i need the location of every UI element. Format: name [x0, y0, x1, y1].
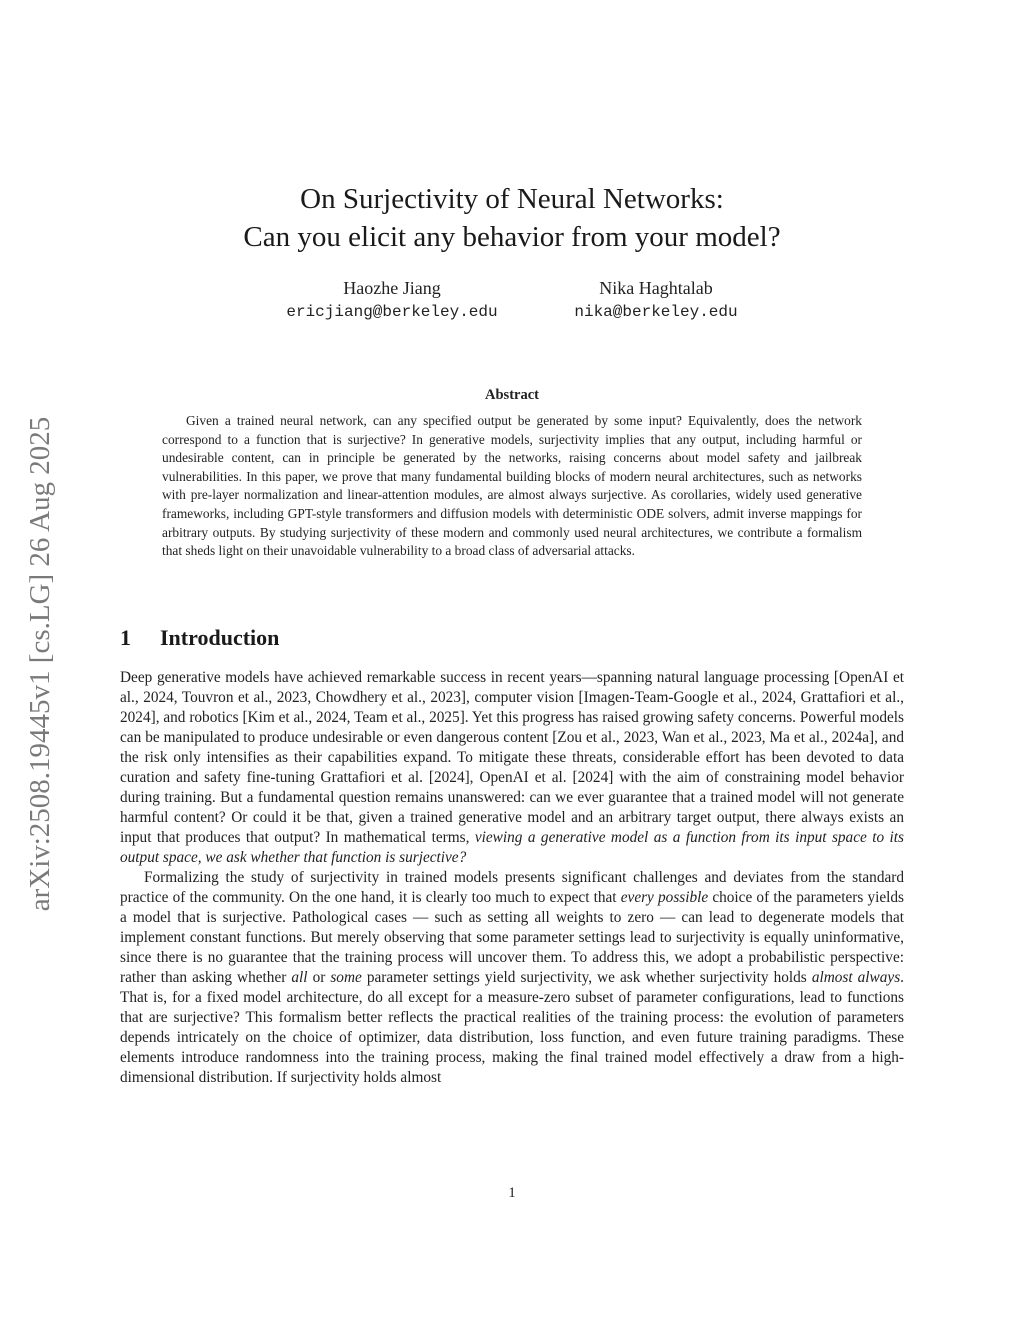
paper-title-line-2: Can you elicit any behavior from your model? — [243, 221, 781, 253]
paragraph-2-text: choice of the parameters yields a model that is surjective. Pathological cases — such as setting all weights to zero — can lead to degenerate models that implement constant functions. But merely observing that some parameter settings lead to surjectivity is equally uninformative, since there is no guarantee that the training process will uncover them. To address this, we adopt a probabilistic perspective: rather than asking whether — [120, 889, 905, 986]
arxiv-stamp-text: arXiv:2508.19445v1 [cs.LG] 26 Aug 2025 — [24, 416, 56, 912]
section-title-text: Introduction — [160, 625, 280, 650]
author-email: ericjiang@berkeley.edu — [286, 303, 498, 321]
emphasis-every-possible: every possible — [620, 889, 709, 906]
emphasis-all: all — [291, 969, 308, 986]
paper-title — [0, 180, 1024, 256]
paragraph-2-text: . That is, for a fixed model architecture, do all except for a measure-zero subset of parameter configurations, lead to functions that are surjective? This formalism better reflects the practical realities of the training process: the evolution of parameters depends intricately on the choice of optimizer, data distribution, loss function, and even future training paradigms. These elements introduce randomness into the training process, making the final trained model effectively a draw from a high-dimensional distribution. If surjectivity holds almost — [120, 969, 904, 1086]
paragraph-2-text: or — [307, 969, 331, 986]
paragraph-2-text: Formalizing the study of surjectivity in trained models presents significant challenges and deviates from the standard practice of the community. On the one hand, it is clearly too much to expect that — [120, 869, 904, 906]
introduction-body — [120, 668, 904, 1088]
author-email: nika@berkeley.edu — [574, 303, 738, 321]
page-number: 1 — [508, 1185, 516, 1201]
author-block-1 — [272, 276, 512, 324]
paragraph-1 — [120, 668, 904, 868]
emphasis-almost-always: almost always — [811, 969, 901, 986]
arxiv-stamp — [18, 368, 62, 960]
paragraph-1-emphasis: viewing a generative model as a function from its input space to its output space, we ask whether that function is surjective? — [120, 829, 904, 866]
author-name: Haozhe Jiang — [343, 278, 441, 298]
paragraph-2 — [120, 868, 904, 1088]
section-heading — [120, 624, 279, 652]
paragraph-2-text: parameter settings yield surjectivity, we ask whether surjectivity holds — [361, 969, 812, 986]
section-number: 1 — [120, 625, 131, 650]
abstract-heading: Abstract — [485, 387, 539, 403]
emphasis-some: some — [330, 969, 362, 986]
abstract-text: Given a trained neural network, can any specified output be generated by some input? Equivalently, does the network correspond to a function that is surjective? In generative models, surjectivity implies that any output, including harmful or undesirable content, can in principle be generated by the networks, raising concerns about model safety and jailbreak vulnerabilities. In this paper, we prove that many fundamental building blocks of modern neural architectures, such as networks with pre-layer normalization and linear-attention modules, are almost always surjective. As corollaries, widely used generative frameworks, including GPT-style transformers and diffusion models with deterministic ODE solvers, admit inverse mappings for arbitrary outputs. By studying surjectivity of these modern and commonly used neural architectures, we contribute a formalism that sheds light on their unavoidable vulnerability to a broad class of adversarial attacks. — [162, 413, 862, 559]
author-block-2 — [556, 276, 756, 324]
paper-title-line-1: On Surjectivity of Neural Networks: — [300, 183, 724, 215]
author-name: Nika Haghtalab — [599, 278, 713, 298]
paragraph-1-text: Deep generative models have achieved remarkable success in recent years—spanning natural language processing [OpenAI et al., 2024, Touvron et al., 2023, Chowdhery et al., 2023], computer vision [Imagen-Team-Google et al., 2024, Grattafiori et al., 2024], and robotics [Kim et al., 2024, Team et al., 2025]. Yet this progress has raised growing safety concerns. Powerful models can be manipulated to produce undesirable or even dangerous content [Zou et al., 2023, Wan et al., 2023, Ma et al., 2024a], and the risk only intensifies as their capabilities expand. To mitigate these threats, considerable effort has been devoted to data curation and safety fine-tuning Grattafiori et al. [2024], OpenAI et al. [2024] with the aim of constraining model behavior during training. But a fundamental question remains unanswered: can we ever guarantee that a trained model will not generate harmful content? Or could it be that, given a trained generative model and an arbitrary target output, there always exists an input that produces that output? In mathematical terms, — [120, 669, 904, 846]
